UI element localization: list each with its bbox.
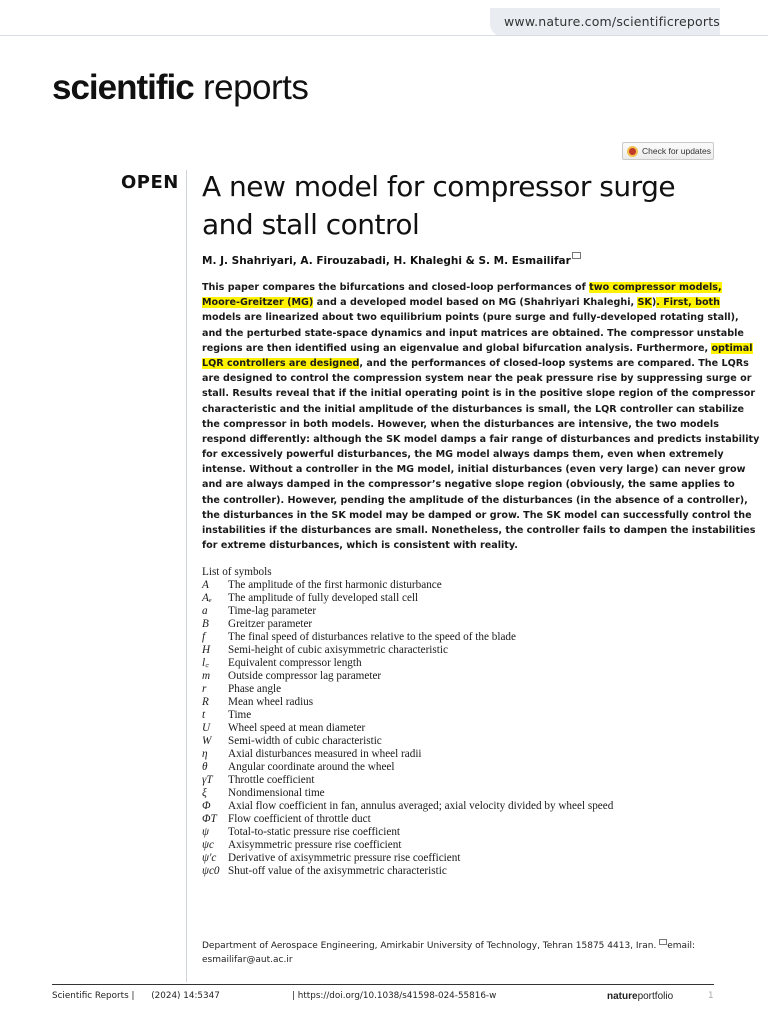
symbol-row <box>202 709 613 722</box>
abstract-text: stall. Results reveal that if the initial operating point is in the positive slope region of the compressor <box>202 388 756 400</box>
check-for-updates-button[interactable] <box>622 142 714 160</box>
abstract-text: This paper compares the bifurcations and closed-loop performances of <box>202 282 590 293</box>
symbol-row <box>202 787 613 800</box>
symbol-definition: Axial flow coefficient in fan, annulus averaged; axial velocity divided by wheel speed <box>228 800 614 812</box>
symbol-row <box>202 722 613 735</box>
email-label: email: <box>667 941 696 951</box>
symbol-row <box>202 761 613 774</box>
symbol: m <box>202 670 211 682</box>
abstract-text: , and the performances of closed-loop systems are compared. The LQRs <box>359 357 749 369</box>
symbol-definition: Mean wheel radius <box>228 696 314 708</box>
highlighted-text: optimal <box>711 342 753 354</box>
abstract-text: regions are then identified using an eigenvalue and global bifurcation analysis. Furthermore, <box>202 342 712 354</box>
symbol-definition: Semi-width of cubic characteristic <box>228 735 382 747</box>
affiliation-text: Department of Aerospace Engineering, Amirkabir University of Technology, Tehran 15875 4413, Iran. <box>202 941 657 951</box>
article-title <box>202 168 742 244</box>
abstract-text: for extreme disturbances, which is consistent with reality. <box>202 540 518 552</box>
abstract-text: and the perturbed state-space dynamics and input matrices are obtained. The compressor unstable <box>202 327 744 339</box>
symbol-row <box>202 657 613 670</box>
highlighted-text: . First, both <box>656 297 720 309</box>
abstract-line <box>202 432 760 447</box>
symbol-definition: Total-to-static pressure rise coefficient <box>228 826 401 838</box>
highlighted-text: Moore-Greitzer (MG) <box>202 297 314 309</box>
abstract-text: the disturbances in the SK model may be damped or grow. The SK model can successfully control the <box>202 509 752 521</box>
logo-word-reports: reports <box>202 68 309 107</box>
symbol-row <box>202 696 613 709</box>
symbol-row <box>202 735 613 748</box>
footer-doi-link[interactable]: | https://doi.org/10.1038/s41598-024-55816-w <box>292 991 497 1001</box>
symbol: θ <box>202 761 208 773</box>
symbol-definition: Nondimensional time <box>228 787 325 799</box>
open-access-label: OPEN <box>121 172 179 193</box>
abstract-text: models are linearized about two equilibrium points (pure surge and fully-developed rotating stall), <box>202 312 739 324</box>
abstract-line <box>202 326 744 341</box>
title-line-1: A new model for compressor surge <box>202 170 676 203</box>
symbol: ψc0 <box>202 865 220 877</box>
symbol-row <box>202 579 613 592</box>
abstract-text: intense. Without a controller in the MG model, initial disturbances (even very large) can never grow <box>202 464 746 476</box>
page-number: 1 <box>708 991 714 1001</box>
footer-divider <box>52 984 714 985</box>
symbol: B <box>202 618 209 630</box>
abstract-line <box>202 295 720 310</box>
symbol-definition: Flow coefficient of throttle duct <box>228 813 371 825</box>
abstract-line <box>202 447 724 462</box>
symbol-definition: The amplitude of the first harmonic disturbance <box>228 579 442 591</box>
abstract-line <box>202 310 739 325</box>
abstract-line <box>202 538 714 553</box>
footer-volume: (2024) 14:5347 <box>151 991 220 1001</box>
abstract-text: and are always damped in the compressor’s negative slope region (obviously, the same applies to <box>202 479 735 491</box>
author-list <box>202 255 581 267</box>
symbol-row <box>202 670 613 683</box>
symbol: U <box>202 722 211 734</box>
symbol-definition: Throttle coefficient <box>228 774 315 786</box>
envelope-icon <box>659 939 667 945</box>
symbol-definition: Axisymmetric pressure rise coefficient <box>228 839 402 851</box>
symbol-definition: The amplitude of fully developed stall cell <box>228 592 419 604</box>
abstract-line <box>202 462 746 477</box>
symbol: W <box>202 735 212 747</box>
logo-word-scientific: scientific <box>52 68 194 107</box>
margin-divider <box>186 170 187 982</box>
symbol-definition: Equivalent compressor length <box>228 657 362 669</box>
abstract-text: the compressor in both models. However, when the disturbances are intensive, the two models <box>202 418 719 430</box>
symbol-definition: Time-lag parameter <box>228 605 317 617</box>
symbol: A <box>202 579 209 591</box>
affiliation <box>202 939 722 967</box>
symbol: ΦT <box>202 813 217 825</box>
symbol: γT <box>202 774 213 786</box>
symbol-row <box>202 592 613 605</box>
check-for-updates-label: Check for updates <box>642 146 711 156</box>
symbol-row <box>202 683 613 696</box>
envelope-icon[interactable] <box>572 252 581 259</box>
abstract-text: instabilities if the disturbances are small. Nonetheless, the controller fails to dampen the instabilities <box>202 525 756 536</box>
symbol-row <box>202 631 613 644</box>
symbol-definition: Angular coordinate around the wheel <box>228 761 395 773</box>
symbol-definition: Outside compressor lag parameter <box>228 670 382 682</box>
symbol-definition: Wheel speed at mean diameter <box>228 722 366 734</box>
nature-portfolio-logo <box>607 991 673 1002</box>
abstract-text: for excessively powerful disturbances, the MG model always damps them, even when extremely <box>202 449 724 461</box>
symbol-definition: Time <box>228 709 252 721</box>
symbol-definition: Semi-height of cubic axisymmetric characteristic <box>228 644 448 656</box>
abstract-line <box>202 508 752 523</box>
symbol: Φ <box>202 800 211 812</box>
abstract <box>202 280 760 553</box>
list-of-symbols <box>202 565 613 878</box>
symbol-row <box>202 813 613 826</box>
symbol: ξ <box>202 787 207 799</box>
symbol: ψc <box>202 839 214 851</box>
abstract-line <box>202 341 753 356</box>
symbol-definition: Phase angle <box>228 683 282 695</box>
symbol: H <box>202 644 211 656</box>
symbol-row <box>202 839 613 852</box>
footer-brand-light: portfolio <box>637 991 674 1002</box>
symbol: a <box>202 605 208 617</box>
email-link[interactable]: esmailifar@aut.ac.ir <box>202 955 293 965</box>
symbols-table <box>202 579 613 878</box>
abstract-line <box>202 493 748 508</box>
symbol-definition: Shut-off value of the axisymmetric characteristic <box>228 865 447 877</box>
symbol: ψ′c <box>202 852 217 864</box>
symbol: R <box>202 696 209 708</box>
footer-citation <box>52 991 220 1001</box>
symbol-row <box>202 644 613 657</box>
abstract-text: are designed to control the compression system near the peak pressure rise by suppressing surge or <box>202 373 752 385</box>
url-bar <box>490 8 720 36</box>
symbol-row <box>202 748 613 761</box>
abstract-text: the controller). However, pending the amplitude of the disturbances (in the absence of a controller), <box>202 494 748 506</box>
footer-brand-bold: nature <box>607 991 638 1002</box>
journal-logo[interactable] <box>52 68 308 108</box>
footer-journal: Scientific Reports | <box>52 991 135 1001</box>
symbol: r <box>202 683 207 695</box>
symbol: ψ <box>202 826 209 838</box>
abstract-line <box>202 356 749 371</box>
abstract-line <box>202 417 719 432</box>
abstract-line <box>202 386 756 401</box>
abstract-text: characteristic and the initial amplitude of the disturbances is small, the LQR controller can stabilize <box>202 403 745 415</box>
symbol: η <box>202 748 208 760</box>
highlighted-text: two compressor models, <box>589 282 722 293</box>
highlighted-text: LQR controllers are designed <box>202 357 360 369</box>
crossmark-icon <box>627 146 638 157</box>
symbol-row <box>202 852 613 865</box>
abstract-text: respond differently: although the SK model damps a fair range of disturbances and predicts instability <box>202 433 760 445</box>
symbol-definition: Derivative of axisymmetric pressure rise coefficient <box>228 852 461 864</box>
header-divider <box>0 35 768 36</box>
abstract-line <box>202 523 756 538</box>
abstract-line <box>202 477 735 492</box>
symbol-row <box>202 774 613 787</box>
authors-text: M. J. Shahriyari, A. Firouzabadi, H. Khaleghi & S. M. Esmailifar <box>202 255 571 267</box>
symbol-definition: The final speed of disturbances relative to the speed of the blade <box>228 631 516 643</box>
highlighted-text: SK <box>637 297 652 309</box>
symbol-row <box>202 826 613 839</box>
symbol-definition: Axial disturbances measured in wheel radii <box>228 748 422 760</box>
symbol: Aₑ <box>202 592 212 604</box>
symbol-row <box>202 800 613 813</box>
abstract-text: ) <box>651 297 657 309</box>
abstract-line <box>202 371 752 386</box>
symbol-row <box>202 865 613 878</box>
symbols-heading: List of symbols <box>202 566 272 578</box>
journal-url-link[interactable]: www.nature.com/scientificreports <box>504 14 721 29</box>
title-line-2: and stall control <box>202 208 420 241</box>
symbol: f <box>202 631 206 643</box>
symbol-row <box>202 618 613 631</box>
symbol: l꜀ <box>202 657 209 669</box>
abstract-line <box>202 280 722 295</box>
abstract-line <box>202 402 745 417</box>
abstract-text: and a developed model based on MG (Shahriyari Khaleghi, <box>313 297 638 309</box>
symbol-row <box>202 605 613 618</box>
symbol: t <box>202 709 206 721</box>
symbol-definition: Greitzer parameter <box>228 618 313 630</box>
